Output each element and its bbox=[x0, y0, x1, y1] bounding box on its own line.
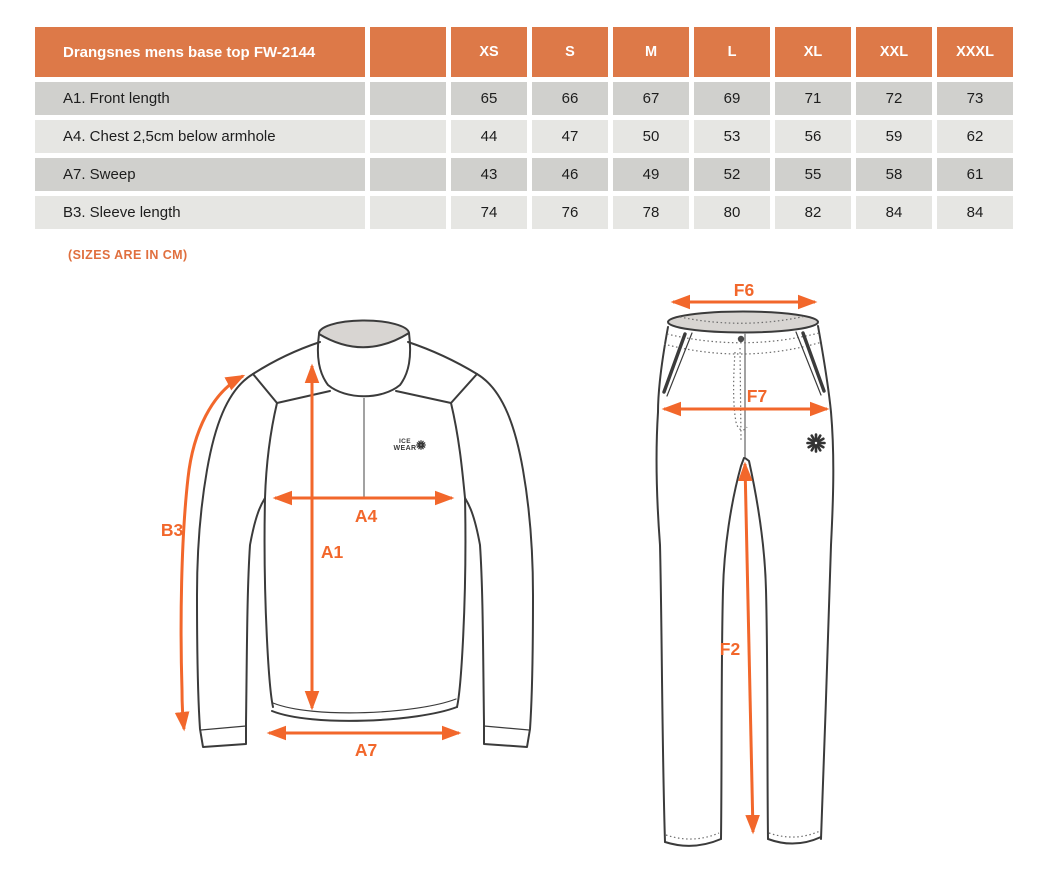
logo-text-line2: WEAR bbox=[393, 445, 417, 452]
shirt-right-raglan-seam bbox=[451, 403, 465, 498]
empty-cell bbox=[370, 158, 446, 191]
size-header-m: M bbox=[613, 27, 689, 77]
logo-snowflake-icon bbox=[417, 441, 426, 450]
shirt-body-right bbox=[457, 498, 465, 707]
label-f6: F6 bbox=[733, 280, 755, 300]
size-value-cell: 44 bbox=[451, 120, 527, 153]
size-value-cell: 46 bbox=[532, 158, 608, 191]
label-a7: A7 bbox=[354, 740, 378, 760]
pants-outer-left bbox=[657, 327, 668, 842]
shirt-left-shoulder bbox=[253, 342, 320, 374]
shirt-collar-inner bbox=[319, 321, 409, 348]
size-value-cell: 61 bbox=[937, 158, 1013, 191]
shirt-dimension-arrows bbox=[161, 366, 459, 760]
size-value-cell: 74 bbox=[451, 196, 527, 229]
label-b3: B3 bbox=[160, 520, 184, 540]
size-value-cell: 80 bbox=[694, 196, 770, 229]
size-value-cell: 71 bbox=[775, 82, 851, 115]
icewear-logo bbox=[394, 438, 426, 452]
pants-outline bbox=[657, 312, 834, 846]
empty-cell bbox=[370, 82, 446, 115]
pants-diagram bbox=[618, 278, 1040, 892]
size-value-cell: 69 bbox=[694, 82, 770, 115]
arrow-b3-sleeve-length bbox=[181, 376, 243, 729]
pocket-left-opening bbox=[664, 334, 685, 392]
size-value-cell: 49 bbox=[613, 158, 689, 191]
shirt-hem-outer bbox=[272, 707, 457, 721]
size-header-xs: XS bbox=[451, 27, 527, 77]
size-value-cell: 65 bbox=[451, 82, 527, 115]
fly-stitch-vertical bbox=[740, 348, 741, 440]
size-value-cell: 53 bbox=[694, 120, 770, 153]
table-title: Drangsnes mens base top FW-2144 bbox=[35, 27, 365, 77]
size-value-cell: 84 bbox=[937, 196, 1013, 229]
size-header-l: L bbox=[694, 27, 770, 77]
shirt-right-shoulder bbox=[408, 342, 477, 374]
shirt-hem-inner bbox=[273, 699, 456, 713]
row-label: A7. Sweep bbox=[35, 158, 365, 191]
size-value-cell: 84 bbox=[856, 196, 932, 229]
shirt-left-cuff-line bbox=[201, 726, 246, 730]
size-header-xxl: XXL bbox=[856, 27, 932, 77]
arrow-f2-inseam bbox=[745, 464, 753, 832]
size-value-cell: 43 bbox=[451, 158, 527, 191]
size-value-cell: 76 bbox=[532, 196, 608, 229]
size-value-cell: 67 bbox=[613, 82, 689, 115]
size-value-cell: 73 bbox=[937, 82, 1013, 115]
pants-hem-right bbox=[768, 837, 821, 844]
label-f7: F7 bbox=[746, 386, 768, 406]
size-value-cell: 62 bbox=[937, 120, 1013, 153]
size-value-cell: 82 bbox=[775, 196, 851, 229]
shirt-right-cuff-line bbox=[484, 726, 529, 730]
shirt-right-yoke-seam bbox=[396, 391, 451, 403]
label-a4: A4 bbox=[354, 506, 378, 526]
pocket-left-edge bbox=[667, 333, 692, 396]
base-top-diagram bbox=[148, 288, 552, 780]
table-row-sleeve-length bbox=[35, 196, 1013, 229]
row-label: A1. Front length bbox=[35, 82, 365, 115]
size-value-cell: 78 bbox=[613, 196, 689, 229]
pocket-right-edge bbox=[796, 332, 821, 395]
pants-hem-left bbox=[665, 839, 721, 846]
pants-waist-opening bbox=[668, 312, 818, 333]
row-label: B3. Sleeve length bbox=[35, 196, 365, 229]
shirt-left-raglan-seam bbox=[265, 403, 277, 498]
size-value-cell: 47 bbox=[532, 120, 608, 153]
size-header-xxxl: XXXL bbox=[937, 27, 1013, 77]
size-value-cell: 50 bbox=[613, 120, 689, 153]
size-value-cell: 56 bbox=[775, 120, 851, 153]
label-f2: F2 bbox=[719, 639, 741, 659]
hem-stitch-right bbox=[769, 831, 820, 837]
empty-header-cell bbox=[370, 27, 446, 77]
size-value-cell: 55 bbox=[775, 158, 851, 191]
shirt-outline bbox=[197, 321, 533, 747]
logo-text-line1: ICE bbox=[398, 438, 412, 445]
size-value-cell: 58 bbox=[856, 158, 932, 191]
shirt-left-sleeve bbox=[197, 374, 265, 747]
table-row-chest bbox=[35, 120, 1013, 153]
shirt-body-left bbox=[265, 498, 273, 707]
shirt-left-cap-seam bbox=[253, 374, 277, 403]
size-value-cell: 66 bbox=[532, 82, 608, 115]
waist-button bbox=[738, 336, 744, 342]
hem-stitch-left bbox=[666, 833, 719, 839]
row-label: A4. Chest 2,5cm below armhole bbox=[35, 120, 365, 153]
shirt-right-sleeve bbox=[465, 374, 533, 747]
empty-cell bbox=[370, 196, 446, 229]
shirt-right-cap-seam bbox=[451, 374, 477, 403]
pants-snowflake-logo bbox=[808, 435, 825, 452]
sizes-in-cm-note: (SIZES ARE IN CM) bbox=[68, 248, 188, 262]
header-row bbox=[35, 27, 1013, 77]
label-a1: A1 bbox=[320, 542, 344, 562]
empty-cell bbox=[370, 120, 446, 153]
size-header-s: S bbox=[532, 27, 608, 77]
table-row-front-length bbox=[35, 82, 1013, 115]
shirt-left-yoke-seam bbox=[277, 391, 330, 403]
size-value-cell: 59 bbox=[856, 120, 932, 153]
size-value-cell: 52 bbox=[694, 158, 770, 191]
size-value-cell: 72 bbox=[856, 82, 932, 115]
size-header-xl: XL bbox=[775, 27, 851, 77]
size-chart-table bbox=[30, 22, 1018, 234]
pants-outer-right bbox=[818, 326, 833, 839]
table-row-sweep bbox=[35, 158, 1013, 191]
